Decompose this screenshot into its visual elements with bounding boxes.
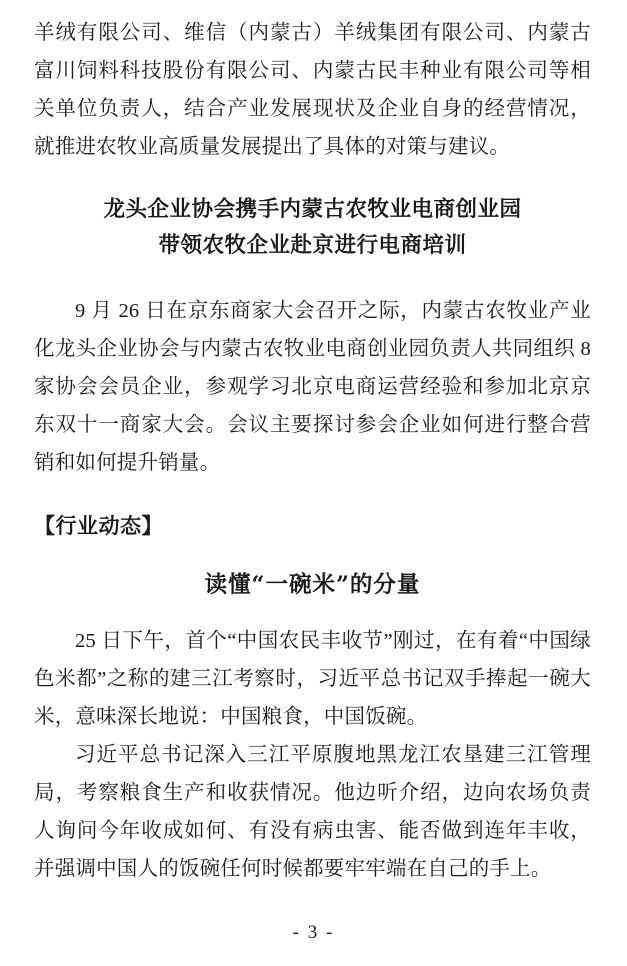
article-body-paragraph-1: 25 日下午，首个“中国农民丰收节”刚过，在有着“中国绿色米都”之称的建三江考察时，习近平总书记双手捧起一碗大米，意味深长地说：中国粮食，中国饭碗。 — [34, 630, 591, 728]
news-headline-1-line-1: 龙头企业协会携手内蒙古农牧业电商创业园 — [103, 197, 522, 222]
article-title-block — [34, 566, 591, 604]
article-title: 读懂“一碗米”的分量 — [204, 572, 421, 598]
news-headline-1-line-2: 带领农牧企业赴京进行电商培训 — [158, 233, 467, 258]
spacer-after-article-title — [34, 612, 591, 622]
spacer-after-headline — [34, 274, 591, 292]
section-tag: 【行业动态】 — [34, 513, 163, 538]
section-tag-block — [34, 508, 591, 544]
page-number: - 3 - — [292, 922, 335, 943]
article-body-paragraph-2: 习近平总书记深入三江平原腹地黑龙江农垦建三江管理局，考察粮食生产和收获情况。他边听介绍，边向农场负责人询问今年收成如何、有没有病虫害、能否做到连年丰收，并强调中国人的饭碗任何时候都要牢牢端在自己的手上。 — [34, 744, 591, 880]
news-body-1: 9 月 26 日在京东商家大会召开之际，内蒙古农牧业产业化龙头企业协会与内蒙古农牧业电商创业园负责人共同组织 8 家协会会员企业，参观学习北京电商运营经验和参加北京京东双十一商家大会。会议主要探讨参会企业如何进行整合营销和如何提升销量。 — [34, 300, 591, 474]
continued-paragraph: 羊绒有限公司、维信（内蒙古）羊绒集团有限公司、内蒙古富川饲料科技股份有限公司、内蒙古民丰种业有限公司等相关单位负责人，结合产业发展现状及企业自身的经营情况，就推进农牧业高质量发展提出了具体的对策与建议。 — [34, 22, 591, 158]
news-headline-1 — [34, 192, 591, 264]
